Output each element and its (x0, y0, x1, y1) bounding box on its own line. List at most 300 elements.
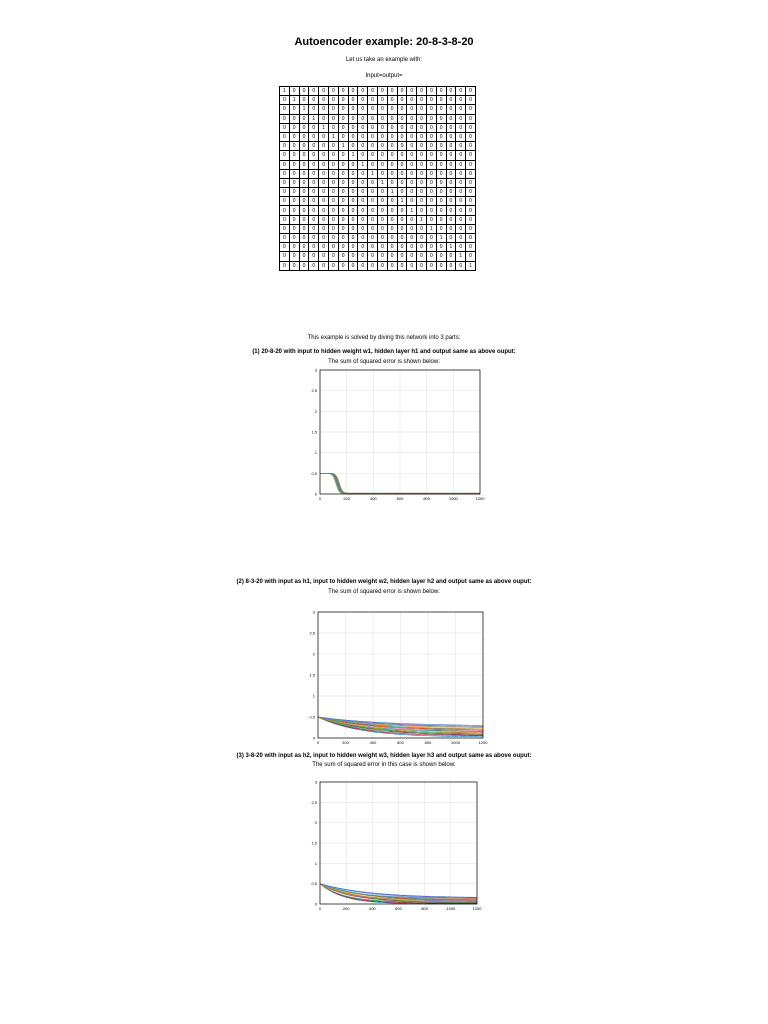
matrix-cell: 1 (309, 114, 319, 123)
matrix-cell: 0 (466, 105, 476, 114)
matrix-cell: 0 (328, 123, 338, 132)
matrix-cell: 0 (289, 261, 299, 270)
matrix-cell: 0 (280, 160, 290, 169)
matrix-cell: 0 (466, 197, 476, 206)
matrix-cell: 0 (289, 188, 299, 197)
matrix-cell: 0 (407, 87, 417, 96)
matrix-cell: 0 (417, 105, 427, 114)
identity-matrix-table (279, 86, 476, 271)
matrix-cell: 0 (338, 151, 348, 160)
matrix-cell: 0 (417, 169, 427, 178)
y-tick-label: 2.5 (311, 799, 317, 805)
matrix-cell: 0 (338, 178, 348, 187)
matrix-cell: 0 (368, 188, 378, 197)
matrix-cell: 0 (436, 114, 446, 123)
matrix-cell: 0 (338, 132, 348, 141)
matrix-cell: 0 (319, 252, 329, 261)
matrix-cell: 0 (289, 169, 299, 178)
x-tick-label: 400 (368, 906, 376, 911)
matrix-cell: 0 (387, 132, 397, 141)
matrix-cell: 0 (446, 151, 456, 160)
matrix-cell: 0 (348, 160, 358, 169)
matrix-cell: 0 (299, 142, 309, 151)
matrix-cell: 0 (319, 96, 329, 105)
matrix-cell: 0 (299, 252, 309, 261)
matrix-cell: 0 (466, 234, 476, 243)
matrix-cell: 0 (417, 243, 427, 252)
matrix-row (280, 114, 476, 123)
matrix-cell: 0 (348, 215, 358, 224)
matrix-cell: 0 (348, 234, 358, 243)
matrix-cell: 0 (309, 224, 319, 233)
matrix-cell: 0 (466, 96, 476, 105)
matrix-cell: 0 (338, 96, 348, 105)
matrix-cell: 0 (328, 169, 338, 178)
matrix-cell: 1 (299, 105, 309, 114)
matrix-cell: 0 (456, 151, 466, 160)
matrix-row (280, 105, 476, 114)
matrix-cell: 0 (397, 169, 407, 178)
matrix-cell: 0 (348, 114, 358, 123)
matrix-cell: 0 (436, 132, 446, 141)
matrix-cell: 0 (426, 123, 436, 132)
y-tick-label: 1.5 (311, 840, 317, 846)
matrix-row (280, 252, 476, 261)
matrix-cell: 0 (319, 215, 329, 224)
matrix-cell: 0 (309, 160, 319, 169)
matrix-cell: 0 (338, 169, 348, 178)
matrix-cell: 0 (436, 123, 446, 132)
matrix-cell: 0 (456, 261, 466, 270)
matrix-cell: 0 (397, 206, 407, 215)
matrix-cell: 0 (456, 178, 466, 187)
x-tick-label: 200 (342, 740, 349, 745)
matrix-cell: 0 (368, 132, 378, 141)
matrix-cell: 0 (397, 123, 407, 132)
matrix-cell: 0 (338, 160, 348, 169)
y-tick-label: 2.5 (311, 388, 317, 394)
matrix-cell: 0 (289, 114, 299, 123)
matrix-cell: 0 (387, 243, 397, 252)
matrix-cell: 1 (368, 169, 378, 178)
matrix-cell: 0 (466, 87, 476, 96)
matrix-cell: 0 (348, 142, 358, 151)
matrix-cell: 0 (446, 224, 456, 233)
matrix-cell: 0 (436, 188, 446, 197)
matrix-cell: 0 (397, 234, 407, 243)
matrix-row (280, 261, 476, 270)
matrix-cell: 0 (417, 151, 427, 160)
matrix-cell: 0 (417, 114, 427, 123)
matrix-cell: 0 (280, 105, 290, 114)
matrix-cell: 0 (319, 105, 329, 114)
matrix-cell: 0 (436, 252, 446, 261)
matrix-cell: 1 (446, 243, 456, 252)
matrix-cell: 0 (407, 252, 417, 261)
matrix-cell: 0 (299, 178, 309, 187)
matrix-cell: 0 (348, 188, 358, 197)
matrix-cell: 0 (309, 215, 319, 224)
matrix-cell: 0 (456, 142, 466, 151)
part2-heading: (2) 8-3-20 with input as h1, input to hidden weight w2, hidden layer h2 and output same as above ouput: (236, 579, 532, 585)
matrix-cell: 0 (319, 142, 329, 151)
matrix-cell: 0 (348, 243, 358, 252)
matrix-cell: 0 (328, 160, 338, 169)
matrix-cell: 0 (368, 114, 378, 123)
x-tick-label: 200 (343, 496, 351, 501)
matrix-cell: 0 (319, 261, 329, 270)
matrix-cell: 0 (338, 87, 348, 96)
matrix-cell: 0 (377, 132, 387, 141)
x-tick-label: 800 (424, 740, 432, 745)
matrix-cell: 0 (436, 105, 446, 114)
matrix-cell: 0 (348, 261, 358, 270)
matrix-cell: 0 (446, 197, 456, 206)
matrix-cell: 0 (299, 215, 309, 224)
matrix-cell: 0 (368, 234, 378, 243)
y-tick-label: 2 (312, 651, 315, 657)
y-tick-label: 3 (312, 609, 315, 615)
x-tick-label: 800 (421, 906, 429, 911)
y-tick-label: 1 (314, 860, 317, 866)
matrix-cell: 0 (417, 261, 427, 270)
matrix-cell: 0 (466, 142, 476, 151)
matrix-cell: 0 (309, 252, 319, 261)
matrix-cell: 0 (446, 96, 456, 105)
matrix-cell: 0 (309, 105, 319, 114)
matrix-cell: 0 (319, 160, 329, 169)
matrix-cell: 0 (417, 132, 427, 141)
matrix-cell: 0 (397, 160, 407, 169)
matrix-cell: 0 (387, 105, 397, 114)
matrix-cell: 0 (436, 261, 446, 270)
matrix-cell: 0 (338, 197, 348, 206)
matrix-cell: 1 (319, 123, 329, 132)
matrix-cell: 0 (446, 105, 456, 114)
solve-text: This example is solved by diving this network into 3 parts: (307, 335, 461, 341)
matrix-cell: 0 (377, 123, 387, 132)
matrix-cell: 0 (280, 215, 290, 224)
matrix-cell: 0 (387, 224, 397, 233)
matrix-cell: 0 (426, 178, 436, 187)
matrix-cell: 0 (368, 215, 378, 224)
x-tick-label: 1200 (472, 906, 482, 911)
matrix-cell: 0 (328, 224, 338, 233)
y-tick-label: 3 (314, 779, 317, 785)
y-tick-label: 0.5 (309, 714, 315, 720)
y-tick-label: 1.5 (311, 429, 317, 435)
matrix-row (280, 123, 476, 132)
matrix-cell: 0 (280, 234, 290, 243)
matrix-cell: 0 (358, 123, 368, 132)
matrix-cell: 0 (426, 234, 436, 243)
matrix-cell: 0 (466, 123, 476, 132)
matrix-cell: 0 (397, 151, 407, 160)
matrix-cell: 0 (397, 142, 407, 151)
matrix-cell: 0 (338, 261, 348, 270)
matrix-cell: 0 (280, 151, 290, 160)
matrix-cell: 0 (397, 261, 407, 270)
matrix-cell: 0 (387, 114, 397, 123)
matrix-cell: 0 (407, 261, 417, 270)
x-tick-label: 1200 (475, 496, 485, 501)
matrix-cell: 0 (397, 87, 407, 96)
part3-sse-chart (311, 779, 482, 911)
matrix-cell: 0 (466, 169, 476, 178)
matrix-cell: 0 (280, 114, 290, 123)
matrix-cell: 0 (348, 197, 358, 206)
matrix-cell: 1 (280, 87, 290, 96)
matrix-cell: 0 (280, 96, 290, 105)
matrix-cell: 0 (338, 114, 348, 123)
matrix-cell: 0 (387, 206, 397, 215)
matrix-cell: 0 (466, 132, 476, 141)
matrix-cell: 0 (417, 206, 427, 215)
matrix-cell: 0 (456, 96, 466, 105)
matrix-cell: 0 (319, 178, 329, 187)
matrix-cell: 0 (446, 188, 456, 197)
matrix-cell: 0 (426, 96, 436, 105)
matrix-cell: 0 (436, 197, 446, 206)
matrix-cell: 1 (348, 151, 358, 160)
matrix-cell: 0 (328, 178, 338, 187)
matrix-cell: 0 (387, 234, 397, 243)
part1-caption: The sum of squared error is shown below: (328, 359, 440, 365)
matrix-cell: 0 (417, 197, 427, 206)
matrix-cell: 0 (280, 252, 290, 261)
matrix-cell: 0 (328, 96, 338, 105)
matrix-cell: 0 (407, 123, 417, 132)
matrix-cell: 0 (377, 224, 387, 233)
matrix-cell: 0 (358, 114, 368, 123)
matrix-row (280, 215, 476, 224)
matrix-cell: 0 (407, 132, 417, 141)
matrix-cell: 1 (387, 188, 397, 197)
matrix-cell: 0 (466, 114, 476, 123)
matrix-cell: 0 (397, 215, 407, 224)
y-tick-label: 0 (314, 491, 317, 497)
matrix-cell: 0 (446, 114, 456, 123)
matrix-cell: 0 (397, 114, 407, 123)
matrix-cell: 0 (456, 160, 466, 169)
matrix-cell: 0 (426, 105, 436, 114)
matrix-cell: 0 (456, 234, 466, 243)
matrix-cell: 1 (397, 197, 407, 206)
matrix-cell: 0 (436, 96, 446, 105)
x-tick-label: 0 (318, 496, 322, 501)
matrix-cell: 0 (446, 142, 456, 151)
matrix-cell: 0 (368, 224, 378, 233)
matrix-cell: 0 (348, 132, 358, 141)
x-tick-label: 1000 (451, 740, 460, 745)
matrix-row (280, 132, 476, 141)
matrix-cell: 0 (309, 178, 319, 187)
matrix-cell: 0 (426, 160, 436, 169)
matrix-cell: 0 (407, 96, 417, 105)
matrix-cell: 0 (289, 178, 299, 187)
matrix-cell: 0 (309, 123, 319, 132)
matrix-cell: 0 (397, 188, 407, 197)
matrix-cell: 0 (407, 160, 417, 169)
page-title: Autoencoder example: 20-8-3-8-20 (294, 36, 474, 48)
part1-sse-chart (311, 367, 485, 501)
matrix-cell: 0 (368, 105, 378, 114)
matrix-cell: 0 (368, 142, 378, 151)
matrix-cell: 0 (358, 243, 368, 252)
matrix-cell: 0 (387, 252, 397, 261)
matrix-cell: 0 (328, 114, 338, 123)
matrix-cell: 0 (328, 243, 338, 252)
matrix-row (280, 160, 476, 169)
matrix-cell: 0 (328, 252, 338, 261)
matrix-cell: 0 (319, 224, 329, 233)
matrix-cell: 0 (466, 160, 476, 169)
matrix-cell: 1 (426, 224, 436, 233)
matrix-row (280, 142, 476, 151)
matrix-cell: 0 (446, 87, 456, 96)
matrix-cell: 0 (289, 151, 299, 160)
matrix-cell: 0 (466, 243, 476, 252)
matrix-cell: 0 (456, 197, 466, 206)
matrix-cell: 0 (299, 132, 309, 141)
matrix-cell: 0 (280, 261, 290, 270)
matrix-cell: 0 (417, 96, 427, 105)
matrix-cell: 0 (358, 132, 368, 141)
y-tick-label: 1.5 (309, 672, 315, 678)
matrix-cell: 0 (289, 160, 299, 169)
matrix-cell: 0 (466, 206, 476, 215)
matrix-cell: 0 (358, 188, 368, 197)
matrix-cell: 0 (299, 123, 309, 132)
matrix-cell: 0 (397, 96, 407, 105)
matrix-cell: 1 (377, 178, 387, 187)
matrix-cell: 0 (309, 243, 319, 252)
matrix-cell: 0 (446, 215, 456, 224)
matrix-cell: 0 (348, 178, 358, 187)
io-label: Input=output= (365, 73, 403, 79)
matrix-cell: 0 (436, 169, 446, 178)
matrix-row (280, 206, 476, 215)
matrix-cell: 0 (348, 123, 358, 132)
matrix-cell: 0 (417, 142, 427, 151)
matrix-row (280, 234, 476, 243)
matrix-cell: 0 (358, 178, 368, 187)
matrix-cell: 0 (417, 87, 427, 96)
matrix-cell: 1 (436, 234, 446, 243)
matrix-cell: 0 (426, 197, 436, 206)
matrix-cell: 0 (338, 105, 348, 114)
x-tick-label: 800 (423, 496, 431, 501)
matrix-cell: 0 (397, 252, 407, 261)
matrix-cell: 1 (289, 96, 299, 105)
matrix-cell: 0 (280, 206, 290, 215)
matrix-cell: 0 (328, 261, 338, 270)
part2-caption: The sum of squared error is shown below: (328, 589, 440, 595)
matrix-cell: 0 (338, 188, 348, 197)
matrix-cell: 0 (417, 234, 427, 243)
matrix-cell: 0 (299, 206, 309, 215)
matrix-cell: 0 (348, 169, 358, 178)
part2-sse-chart (309, 609, 488, 745)
matrix-cell: 0 (456, 188, 466, 197)
y-tick-label: 2.5 (309, 630, 315, 636)
matrix-cell: 0 (387, 197, 397, 206)
matrix-cell: 1 (417, 215, 427, 224)
x-tick-label: 400 (369, 740, 377, 745)
matrix-cell: 0 (417, 188, 427, 197)
matrix-cell: 1 (358, 160, 368, 169)
matrix-cell: 0 (456, 243, 466, 252)
matrix-cell: 0 (377, 188, 387, 197)
matrix-cell: 0 (319, 243, 329, 252)
matrix-cell: 0 (426, 169, 436, 178)
matrix-cell: 0 (319, 169, 329, 178)
matrix-cell: 0 (417, 123, 427, 132)
matrix-cell: 0 (328, 188, 338, 197)
matrix-cell: 0 (417, 178, 427, 187)
y-tick-label: 0.5 (311, 881, 317, 887)
matrix-cell: 0 (289, 142, 299, 151)
matrix-cell: 0 (289, 132, 299, 141)
matrix-cell: 0 (358, 234, 368, 243)
matrix-cell: 0 (377, 243, 387, 252)
matrix-cell: 0 (446, 234, 456, 243)
matrix-cell: 0 (377, 151, 387, 160)
matrix-cell: 0 (289, 123, 299, 132)
matrix-cell: 0 (309, 197, 319, 206)
matrix-cell: 0 (368, 123, 378, 132)
matrix-cell: 0 (436, 87, 446, 96)
matrix-row (280, 169, 476, 178)
matrix-cell: 0 (417, 160, 427, 169)
matrix-cell: 0 (466, 188, 476, 197)
matrix-cell: 0 (456, 123, 466, 132)
matrix-cell: 0 (280, 188, 290, 197)
part1-heading: (1) 20-8-20 with input to hidden weight w1, hidden layer h1 and output same as above ouput: (252, 349, 516, 355)
matrix-cell: 0 (338, 243, 348, 252)
matrix-cell: 0 (417, 224, 427, 233)
matrix-cell: 0 (456, 105, 466, 114)
matrix-cell: 0 (397, 105, 407, 114)
matrix-cell: 0 (426, 206, 436, 215)
matrix-cell: 0 (446, 169, 456, 178)
matrix-cell: 0 (407, 178, 417, 187)
matrix-cell: 0 (299, 261, 309, 270)
matrix-cell: 0 (348, 105, 358, 114)
matrix-cell: 0 (280, 243, 290, 252)
matrix-cell: 0 (407, 142, 417, 151)
matrix-cell: 0 (426, 151, 436, 160)
matrix-cell: 0 (319, 87, 329, 96)
matrix-cell: 0 (436, 224, 446, 233)
matrix-cell: 0 (338, 252, 348, 261)
matrix-cell: 0 (377, 87, 387, 96)
matrix-cell: 0 (377, 197, 387, 206)
y-tick-label: 0 (312, 735, 315, 741)
matrix-cell: 0 (299, 169, 309, 178)
matrix-cell: 0 (358, 206, 368, 215)
x-tick-label: 0 (316, 740, 320, 745)
x-tick-label: 600 (397, 740, 404, 745)
matrix-row (280, 197, 476, 206)
matrix-cell: 0 (446, 178, 456, 187)
matrix-cell: 0 (446, 160, 456, 169)
matrix-cell: 0 (358, 142, 368, 151)
matrix-cell: 0 (387, 142, 397, 151)
matrix-cell: 0 (368, 197, 378, 206)
matrix-cell: 0 (377, 96, 387, 105)
matrix-cell: 1 (338, 142, 348, 151)
